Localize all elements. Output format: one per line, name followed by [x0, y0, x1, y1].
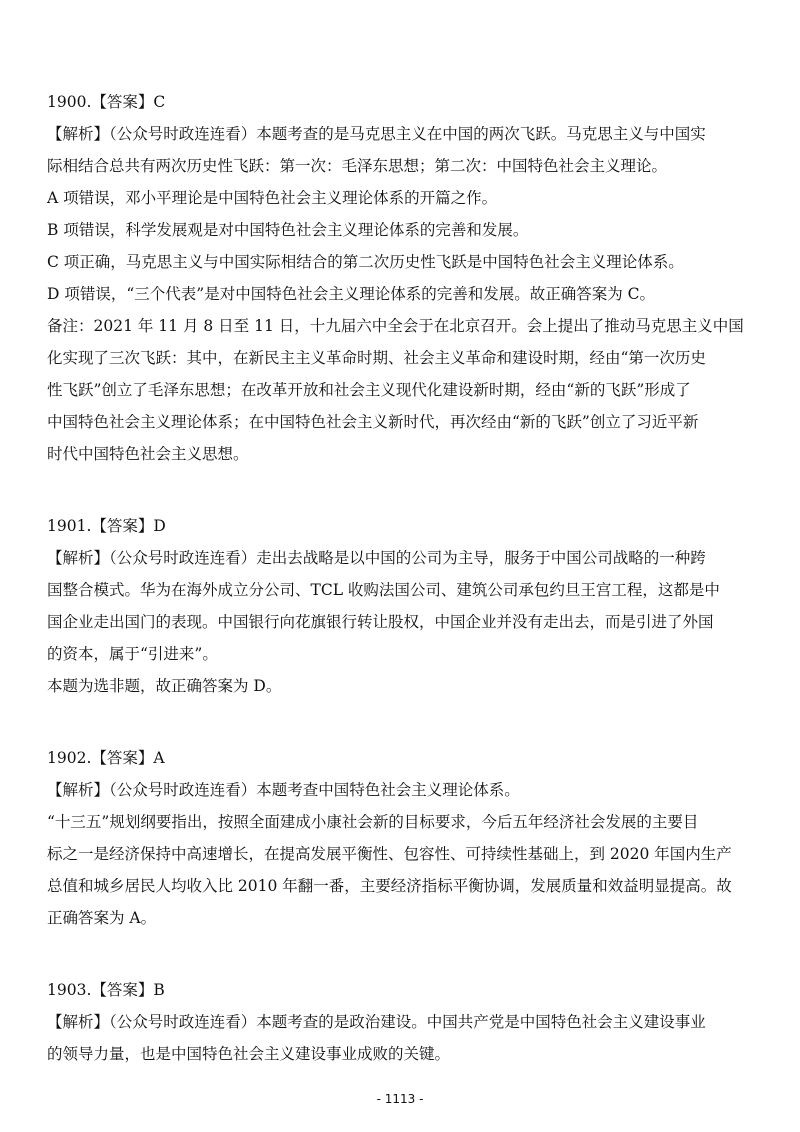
explanation-line: 中国特色社会主义理论体系；在中国特色社会主义新时代，再次经由“新的飞跃”创立了习近平新 — [47, 413, 699, 431]
answer-header: 1903.【答案】B — [47, 981, 165, 999]
document-page — [47, 86, 753, 1070]
explanation-line: 【解析】（公众号时政连连看）本题考查中国特色社会主义理论体系。 — [47, 781, 520, 799]
explanation-line: 【解析】（公众号时政连连看）本题考查的是政治建设。中国共产党是中国特色社会主义建设事业 — [47, 1013, 706, 1031]
question-1900 — [47, 86, 753, 470]
answer-header: 1902.【答案】A — [47, 749, 165, 767]
explanation-line: 国企业走出国门的表现。中国银行向花旗银行转让股权，中国企业并没有走出去，而是引进了外国 — [47, 613, 714, 631]
answer-header: 1900.【答案】C — [47, 93, 166, 111]
explanation-line: “十三五”规划纲要指出，按照全面建成小康社会新的目标要求，今后五年经济社会发展的主要目 — [47, 813, 699, 831]
explanation-line: 国整合模式。华为在海外成立分公司、TCL 收购法国公司、建筑公司承包约旦王宫工程，这都是中 — [47, 581, 720, 599]
explanation-line: 的领导力量，也是中国特色社会主义建设事业成败的关键。 — [47, 1045, 451, 1063]
question-1902 — [47, 742, 753, 934]
question-1903 — [47, 974, 753, 1070]
answer-header: 1901.【答案】D — [47, 517, 166, 535]
question-1901 — [47, 510, 753, 702]
page-number: - 1113 - — [376, 1092, 424, 1106]
explanation-line: 正确答案为 A。 — [47, 909, 157, 927]
explanation-line: 性飞跃”创立了毛泽东思想；在改革开放和社会主义现代化建设新时期，经由“新的飞跃”形成了 — [47, 381, 691, 399]
explanation-line: 际相结合总共有两次历史性飞跃：第一次：毛泽东思想；第二次：中国特色社会主义理论。 — [47, 157, 668, 175]
explanation-line: 总值和城乡居民人均收入比 2010 年翻一番，主要经济指标平衡协调，发展质量和效益明显提高。故 — [47, 877, 732, 895]
section-gap — [47, 470, 753, 510]
explanation-line: 【解析】（公众号时政连连看）走出去战略是以中国的公司为主导，服务于中国公司战略的一种跨 — [47, 549, 706, 567]
explanation-line: 备注：2021 年 11 月 8 日至 11 日，十九届六中全会于在北京召开。会上提出了推动马克思主义中国 — [47, 317, 744, 335]
explanation-line: 标之一是经济保持中高速增长，在提高发展平衡性、包容性、可持续性基础上，到 2020 年国内生产 — [47, 845, 732, 863]
section-gap — [47, 702, 753, 742]
explanation-line: 化实现了三次飞跃：其中，在新民主主义革命时期、社会主义革命和建设时期，经由“第一次历史 — [47, 349, 706, 367]
explanation-line: C 项正确，马克思主义与中国实际相结合的第二次历史性飞跃是中国特色社会主义理论体系。 — [47, 253, 684, 271]
explanation-line: 的资本，属于“引进来”。 — [47, 645, 218, 663]
explanation-line: A 项错误，邓小平理论是中国特色社会主义理论体系的开篇之作。 — [47, 189, 498, 207]
explanation-line: 【解析】（公众号时政连连看）本题考查的是马克思主义在中国的两次飞跃。马克思主义与中国实 — [47, 125, 706, 143]
explanation-line: D 项错误，“三个代表”是对中国特色社会主义理论体系的完善和发展。故正确答案为 C。 — [47, 285, 655, 303]
explanation-line: 本题为选非题，故正确答案为 D。 — [47, 677, 282, 695]
explanation-line: 时代中国特色社会主义思想。 — [47, 445, 249, 463]
explanation-line: B 项错误，科学发展观是对中国特色社会主义理论体系的完善和发展。 — [47, 221, 529, 239]
section-gap — [47, 934, 753, 974]
